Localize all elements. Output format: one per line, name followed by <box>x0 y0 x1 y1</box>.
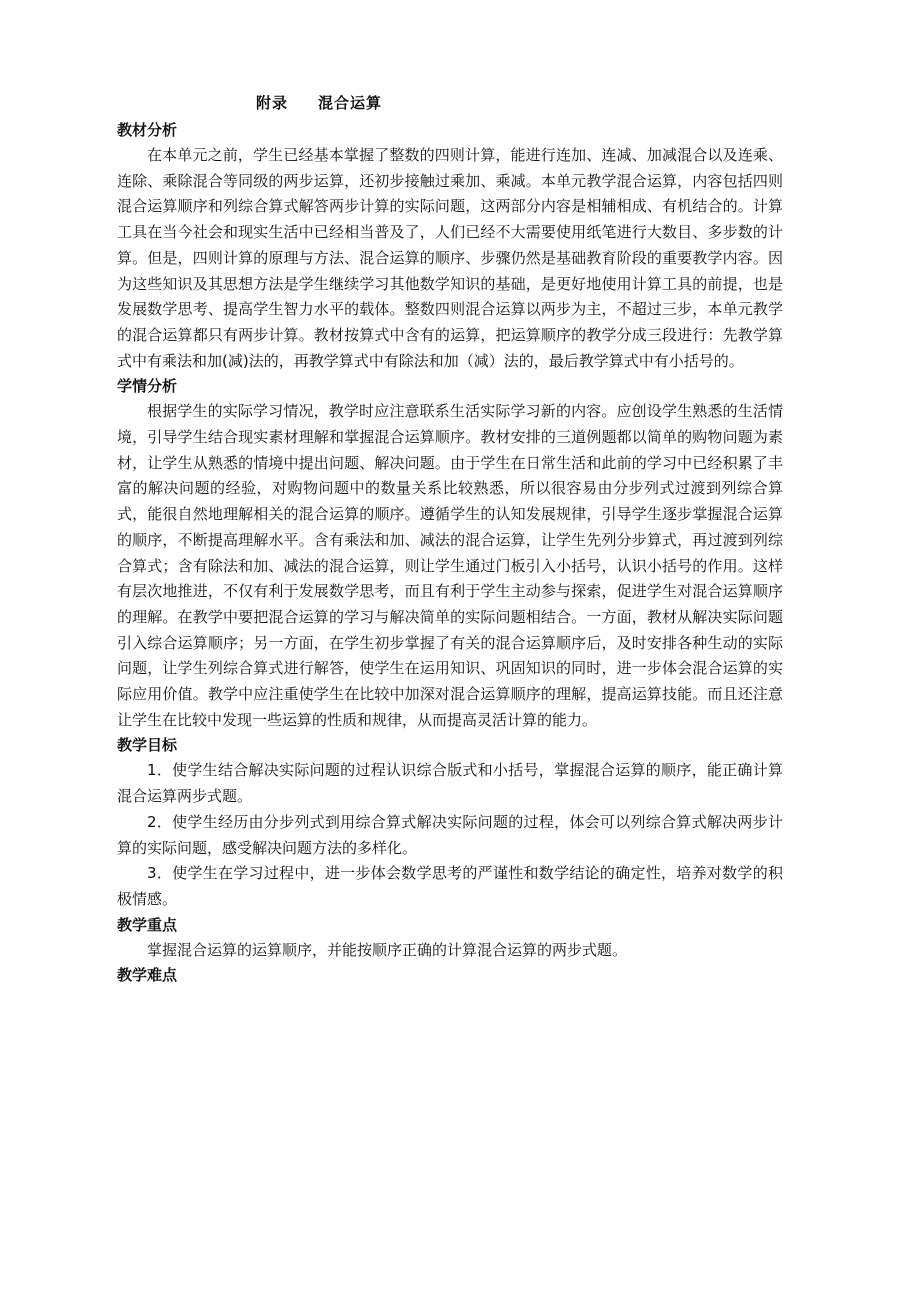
heading-teaching-objectives: 教学目标 <box>117 736 178 755</box>
title-prefix: 附录 <box>256 94 289 112</box>
objective-item-1: 1．使学生结合解决实际问题的过程认识综合版式和小括号，掌握混合运算的顺序，能正确计算混合运算两步式题。 <box>117 761 783 806</box>
title-main: 混合运算 <box>318 94 383 112</box>
heading-key-points: 教学重点 <box>117 915 178 934</box>
paragraph-key-points: 掌握混合运算的运算顺序，并能按顺序正确的计算混合运算的两步式题。 <box>147 940 628 959</box>
document-body <box>117 118 783 988</box>
document-title <box>256 92 382 113</box>
paragraph-student-analysis: 根据学生的实际学习情况，教学时应注意联系生活实际学习新的内容。应创设学生熟悉的生活情境，引导学生结合现实素材理解和掌握混合运算顺序。教材安排的三道例题都以简单的购物问题为素材，让学生从熟悉的情境中提出问题、解决问题。由于学生在日常生活和此前的学习中已经积累了丰富的解决问题的经验，对购物问题中的数量关系比较熟悉，所以很容易由分步列式过渡到列综合算式，能很自然地理解相关的混合运算的顺序。遵循学生的认知发展规律，引导学生逐步掌握混合运算的顺序，不断提高理解水平。含有乘法和加、减法的混合运算，让学生先列分步算式，再过渡到列综合算式；含有除法和加、减法的混合运算，则让学生通过门板引入小括号，认识小括号的作用。这样有层次地推进，不仅有利于发展数学思考，而且有利于学生主动参与探索，促进学生对混合运算顺序的理解。在教学中要把混合运算的学习与解决简单的实际问题相结合。一方面，教材从解决实际问题引入综合运算顺序；另一方面，在学生初步掌握了有关的混合运算顺序后，及时安排各种生动的实际问题，让学生列综合算式进行解答，使学生在运用知识、巩固知识的同时，进一步体会混合运算的实际应用价值。教学中应注重使学生在比较中加深对混合运算顺序的理解，提高运算技能。而且还注意让学生在比较中发现一些运算的性质和规律，从而提高灵活计算的能力。 <box>117 402 783 729</box>
paragraph-textbook-analysis: 在本单元之前，学生已经基本掌握了整数的四则计算，能进行连加、连减、加减混合以及连乘、连除、乘除混合等同级的两步运算，还初步接触过乘加、乘减。本单元教学混合运算，内容包括四则混合运算顺序和列综合算式解答两步计算的实际问题，这两部分内容是相辅相成、有机结合的。计算工具在当今社会和现实生活中已经相当普及了，人们已经不大需要使用纸笔进行大数目、多步数的计算。但是，四则计算的原理与方法、混合运算的顺序、步骤仍然是基础教育阶段的重要教学内容。因为这些知识及其思想方法是学生继续学习其他数学知识的基础，是更好地使用计算工具的前提，也是发展数学思考、提高学生智力水平的载体。整数四则混合运算以两步为主，不超过三步，本单元教学的混合运算都只有两步计算。教材按算式中含有的运算，把运算顺序的教学分成三段进行：先教学算式中有乘法和加(减)法的，再教学算式中有除法和加（减）法的，最后教学算式中有小括号的。 <box>117 146 783 370</box>
heading-student-analysis: 学情分析 <box>117 377 178 396</box>
heading-difficulties: 教学难点 <box>117 966 178 985</box>
objective-item-3: 3．使学生在学习过程中，进一步体会数学思考的严谨性和数学结论的确定性，培养对数学的积极情感。 <box>117 864 783 908</box>
heading-textbook-analysis: 教材分析 <box>117 121 178 139</box>
objective-item-2: 2．使学生经历由分步列式到用综合算式解决实际问题的过程，体会可以列综合算式解决两步计算的实际问题，感受解决问题方法的多样化。 <box>117 812 783 857</box>
